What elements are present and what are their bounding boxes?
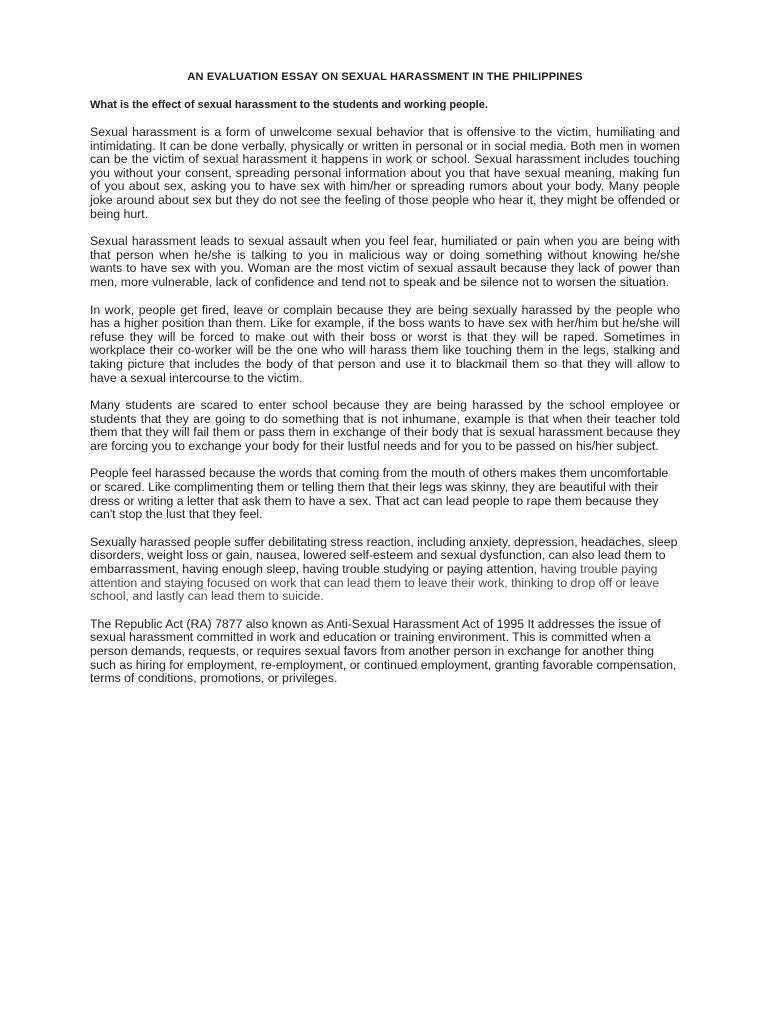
paragraph-republic-act: The Republic Act (RA) 7877 also known as Anti-Sexual Harassment Act of 1995 It addresses the issue of sexual harassment committed in work and education or training environment. This is committed when a person demands, requests, or requires sexual favors from another person in exchange for another thing such as hiring for employment, re-employment, or continued employment, granting favorable compensation, terms of conditions, promotions, or privileges. [90,616,677,686]
essay-title: AN EVALUATION ESSAY ON SEXUAL HARASSMENT IN THE PHILIPPINES [187,71,583,83]
paragraph-effects-tail: having trouble paying attention and staying focused on work that can lead them to leave their work, thinking to drop off or leave school, and lastly can lead them to suicide. [90,562,660,604]
essay-body [90,70,680,700]
paragraph-students: Many students are scared to enter school because they are being harassed by the school employee or students that they are going to do something that is not inhumane, example is that when their teacher told them that they will fail them or pass them in exchange of their body that is sexual harassment because they are forcing you to exchange your body for their lustful needs and for you to be passed on his/her subject. [90,398,680,453]
paragraph-definition: Sexual harassment is a form of unwelcome sexual behavior that is offensive to the victim, humiliating and intimidating. It can be done verbally, physically or written in personal or in social media. Both men in women can be the victim of sexual harassment it happens in work or school. Sexual harassment includes touching you without your consent, spreading personal information about you that have sexual meaning, making fun of you about sex, asking you to have sex with him/her or spreading rumors about your body. Many people joke around about sex but they do not see the feeling of those people who hear it, they might be offended or being hurt. [90,125,680,221]
paragraph-feelings: People feel harassed because the words that coming from the mouth of others makes them uncomfortable or scared. Like complimenting them or telling them that their legs was skinny, they are beautiful with their dress or writing a letter that ask them to have a sex. That act can lead people to rape them because they can't stop the lust that they feel. [90,466,669,522]
paragraph-effects-main: Sexually harassed people suffer debilitating stress reaction, including anxiety, depression, headaches, sleep disorders, weight loss or gain, nausea, lowered self-esteem and sexual dysfunction, can also lead them to embarrassment, having enough sleep, having trouble studying or paying attention, [90,534,678,577]
paragraph-assault: Sexual harassment leads to sexual assault when you feel fear, humiliated or pain when you are being with that person when he/she is talking to you in malicious way or doing something without knowing he/she wants to have sex with you. Woman are the most victim of sexual assault because they lack of power than men, more vulnerable, lack of confidence and tend not to speak and be silence not to worsen the situation. [90,234,680,289]
essay-question: What is the effect of sexual harassment to the students and working people. [90,99,488,111]
paragraph-effects [90,536,680,604]
paragraph-work: In work, people get fired, leave or complain because they are being sexually harassed by the people who has a higher position than them. Like for example, if the boss wants to have sex with her/him but he/she will refuse they will be forced to make out with their boss or worst is that they will be raped. Sometimes in workplace their co-worker will be the one who will harass them like touching them in the legs, stalking and taking picture that includes the body of that person and use it to blackmail them so that they will allow to have a sexual intercourse to the victim. [90,302,680,385]
